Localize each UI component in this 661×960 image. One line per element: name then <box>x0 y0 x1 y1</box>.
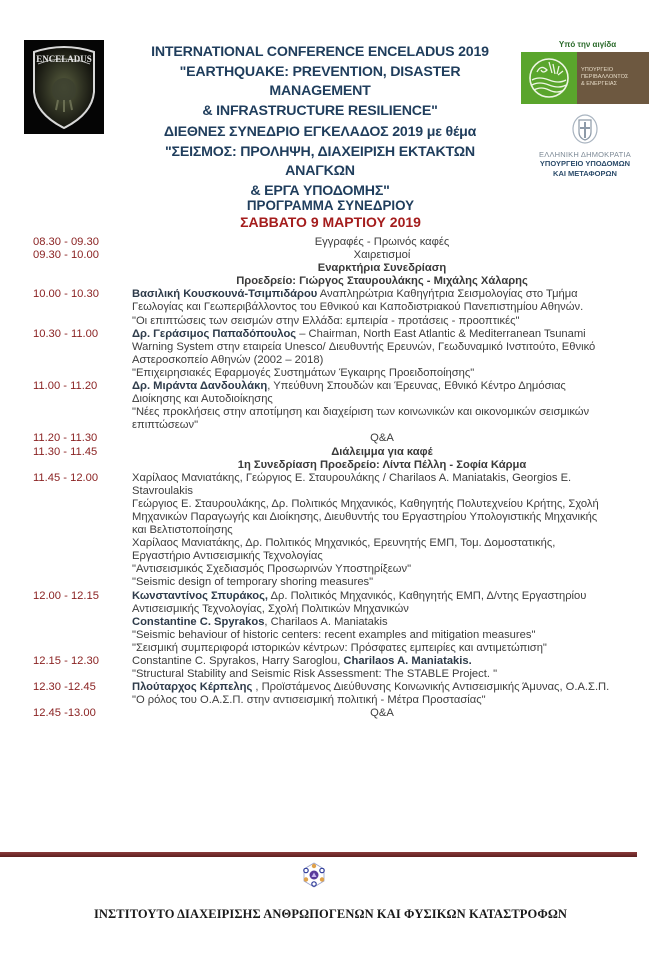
schedule-row <box>0 275 661 288</box>
schedule-row <box>0 262 661 275</box>
talk-title: "Επιχειρησιακές Εφαρμογές Συστημάτων Έγκαιρης Προειδοποίησης" <box>132 366 475 379</box>
time-slot: 11.00 - 11.20 <box>33 380 98 393</box>
session-chairs: 1η Συνεδρίαση Προεδρείο: Λίντα Πέλλη - Σοφία Κάρμα <box>237 458 527 471</box>
speaker-affiliation: , Υπεύθυνη Σπουδών και Έρευνας, Εθνικό Κέντρο Δημόσιας <box>267 380 566 393</box>
talk-details <box>132 590 632 655</box>
footer-divider <box>0 852 637 857</box>
schedule-row <box>0 446 661 459</box>
institute-logo-icon <box>302 862 326 888</box>
schedule-row <box>0 472 661 590</box>
title-gr-line-3: & ΕΡΓΑ ΥΠΟΔΟΜΗΣ" <box>250 182 390 199</box>
ministry-env-line-1: ΥΠΟΥΡΓΕΙΟ <box>581 67 614 73</box>
time-slot <box>0 275 132 288</box>
talk-line: Warning System στην εταιρεία Unesco/ Διευθυντής Ερευνών, Γεωδυναμικό Ινστιτούτο, Εθνικό <box>132 340 596 353</box>
talk-title: "Αντισεισμικός Σχεδιασμός Προσωρινών Υποστηρίξεων" <box>132 563 412 576</box>
talk-title: "Structural Stability and Seismic Risk Assessment: The STABLE Project. " <box>132 668 498 681</box>
talk-title: επιπτώσεων" <box>132 419 199 432</box>
agenda-item: Q&A <box>370 707 394 720</box>
speaker-affiliation: Δρ. Πολιτικός Μηχανικός, Καθηγητής ΕΜΠ, Δ/ντης Εργαστηρίου <box>268 589 587 602</box>
schedule-row <box>0 249 661 262</box>
time-slot: 12.00 - 12.15 <box>33 589 99 602</box>
title-gr-line-1: ΔΙΕΘΝΕΣ ΣΥΝΕΔΡΙΟ ΕΓΚΕΛΑΔΟΣ 2019 με θέμα <box>163 124 477 140</box>
title-en-line-3: & INFRASTRUCTURE RESILIENCE" <box>202 102 438 119</box>
speaker-name: Δρ. Μιράντα Δανδουλάκη <box>132 380 268 393</box>
talk-title: "Σεισμική συμπεριφορά ιστορικών κέντρων: Πρόσφατες εμπειρίες και αντιμετώπιση" <box>132 641 547 654</box>
speaker-affiliation: – Chairman, North East Atlantic & Mediterranean Tsunami <box>296 327 586 340</box>
time-slot: 12.15 - 12.30 <box>33 655 99 667</box>
hellenic-republic-label: ΕΛΛΗΝΙΚΗ ΔΗΜΟΚΡΑΤΙΑ <box>539 150 631 159</box>
schedule-row <box>0 655 661 681</box>
ministry-infrastructure-logo <box>521 114 649 178</box>
program-title: ΠΡΟΓΡΑΜΜΑ ΣΥΝΕΔΡΙΟΥ <box>246 198 415 213</box>
agenda-item: Εγγραφές - Πρωινός καφές <box>314 236 450 248</box>
talk-title: "Seismic behaviour of historic centers: recent examples and mitigation measures" <box>132 628 536 641</box>
ministry-environment-name <box>577 52 649 104</box>
ministry-infrastructure-line-2: ΚΑΙ ΜΕΤΑΦΟΡΩΝ <box>553 168 617 178</box>
time-slot: 10.30 - 11.00 <box>33 327 99 340</box>
time-slot: 11.45 - 12.00 <box>33 471 99 484</box>
agenda-item: Q&A <box>370 432 394 445</box>
speaker-name: Βασιλική Κουσκουνά-Τσιμπιδάρου <box>132 288 318 301</box>
talk-authors: Χαρίλαος Μανιατάκης, Γεώργιος Ε. Σταυρουλάκης / Charilaos A. Maniatakis, Georgios E. <box>132 471 572 484</box>
time-slot: 09.30 - 10.00 <box>33 249 99 262</box>
coffee-break: Διάλειμμα για καφέ <box>331 445 433 458</box>
talk-line: Μηχανικών Παραγωγής και Διοίκησης, Διευθυντής του Εργαστηρίου Υπολογιστικής Μηχανικής <box>132 510 598 523</box>
time-slot <box>0 459 132 472</box>
schedule-row <box>0 681 661 707</box>
talk-title: "Οι επιπτώσεις των σεισμών στην Ελλάδα: εμπειρία - προτάσεις - προοπτικές" <box>132 314 520 327</box>
time-slot: 11.30 - 11.45 <box>33 445 98 458</box>
talk-line: Διοίκησης και Αυτοδιοίκησης <box>132 393 273 406</box>
environment-emblem-icon <box>521 52 577 104</box>
time-slot: 08.30 - 09.30 <box>33 236 99 248</box>
talk-line: Εργαστήριο Αντισεισμικής Τεχνολογίας <box>132 550 323 563</box>
ministry-infrastructure-line-1: ΥΠΟΥΡΓΕΙΟ ΥΠΟΔΟΜΩΝ <box>539 159 631 168</box>
speaker-name: Κωνσταντίνος Σπυράκος, <box>132 589 269 602</box>
speaker-affiliation: , Προϊστάμενος Διεύθυνσης Κοινωνικής Αντισεισμικής Άμυνας, Ο.Α.Σ.Π. <box>252 681 610 694</box>
conference-title-greek <box>130 123 510 201</box>
time-slot: 10.00 - 10.30 <box>33 288 99 301</box>
talk-details <box>132 681 632 707</box>
institute-name: ΙΝΣΤΙΤΟΥΤΟ ΔΙΑΧΕΙΡΙΣΗΣ ΑΝΘΡΩΠΟΓΕΝΩΝ ΚΑΙ ΦΥΣΙΚΩΝ ΚΑΤΑΣΤΡΟΦΩΝ <box>93 907 568 921</box>
talk-details <box>132 472 632 590</box>
ministry-env-line-2: ΠΕΡΙΒΑΛΛΟΝΤΟΣ <box>581 74 629 80</box>
schedule-row <box>0 459 661 472</box>
session-chairs: Προεδρείο: Γιώργος Σταυρουλάκης - Μιχάλης Χάλαρης <box>236 275 528 288</box>
talk-line: Αστεροσκοπείο Αθηνών (2002 – 2018) <box>132 353 324 366</box>
time-slot <box>0 262 132 275</box>
schedule-row <box>0 236 661 249</box>
schedule-row <box>0 328 661 380</box>
speaker-affiliation: Αναπληρώτρια Καθηγήτρια Σεισμολογίας στο Τμήμα <box>317 288 578 301</box>
talk-line: και Βελτιστοποίησης <box>132 524 233 537</box>
talk-details <box>132 288 632 327</box>
schedule-row <box>0 380 661 432</box>
greek-coat-of-arms-icon <box>572 114 598 144</box>
talk-line: Αντισεισμικής Τεχνολογίας, Σχολή Πολιτικών Μηχανικών <box>132 602 409 615</box>
schedule-row <box>0 432 661 445</box>
talk-title: "Ο ρόλος του Ο.Α.Σ.Π. στην αντισεισμική πολιτική - Μέτρα Προστασίας" <box>132 694 486 707</box>
schedule-row <box>0 707 661 720</box>
co-author: , Charilaos A. Maniatakis <box>264 615 388 628</box>
date-title: ΣΑΒΒΑΤΟ 9 ΜΑΡΤΙΟΥ 2019 <box>240 214 421 230</box>
enceladus-logo <box>24 40 104 134</box>
schedule-row <box>0 288 661 327</box>
talk-title: "Νέες προκλήσεις στην αποτίμηση και διαχείριση των κοινωνικών και οικονομικών σεισμικών <box>132 406 590 419</box>
speaker-name: Constantine C. Spyrakos <box>132 615 265 628</box>
co-authors: Constantine C. Spyrakos, Harry Saroglou, <box>132 655 344 667</box>
ministry-environment-logo <box>521 52 649 104</box>
enceladus-logo-text: ENCELADUS <box>36 54 92 64</box>
title-en-line-2: "EARTHQUAKE: PREVENTION, DISASTER MANAGEMENT <box>179 63 461 99</box>
time-slot: 11.20 - 11.30 <box>33 432 98 445</box>
talk-details <box>132 328 632 380</box>
time-slot: 12.45 -13.00 <box>33 707 96 720</box>
agenda-item: Χαιρετισμοί <box>353 249 411 262</box>
talk-details <box>132 655 632 681</box>
talk-line: Χαρίλαος Μανιατάκης, Δρ. Πολιτικός Μηχανικός, Ερευνητής ΕΜΠ, Τομ. Δομοστατικής, <box>132 537 556 550</box>
ministry-env-line-3: & ΕΝΕΡΓΕΙΑΣ <box>581 81 618 87</box>
title-gr-line-2: "ΣΕΙΣΜΟΣ: ΠΡΟΛΗΨΗ, ΔΙΑΧΕΙΡΙΣΗ ΕΚΤΑΚΤΩΝ ΑΝΑΓΚΩΝ <box>165 143 475 179</box>
time-slot: 12.30 -12.45 <box>33 681 96 694</box>
talk-line: Γεωλογίας και Γεωπεριβάλλοντος του Εθνικού και Καποδιστριακού Πανεπιστημίου Αθηνών. <box>132 301 584 314</box>
schedule <box>0 236 661 720</box>
speaker-name: Δρ. Γεράσιμος Παπαδόπουλος <box>132 327 297 340</box>
talk-title: "Seismic design of temporary shoring measures" <box>132 576 374 589</box>
patronage-label: Υπό την αιγίδα <box>558 40 617 49</box>
talk-line: Γεώργιος Ε. Σταυρουλάκης, Δρ. Πολιτικός Μηχανικός, Καθηγητής Πολυτεχνείου Κρήτης, Σχολή <box>132 497 599 510</box>
title-en-line-1: INTERNATIONAL CONFERENCE ENCELADUS 2019 <box>151 44 489 60</box>
session-title: Εναρκτήρια Συνεδρίαση <box>317 262 447 275</box>
conference-title-english <box>130 43 510 121</box>
talk-authors: Stavroulakis <box>132 484 193 497</box>
talk-details <box>132 380 632 432</box>
speaker-name: Πλούταρχος Κέρπελης <box>132 681 253 694</box>
schedule-row <box>0 590 661 655</box>
speaker-name: Charilaos A. Maniatakis. <box>343 655 472 667</box>
